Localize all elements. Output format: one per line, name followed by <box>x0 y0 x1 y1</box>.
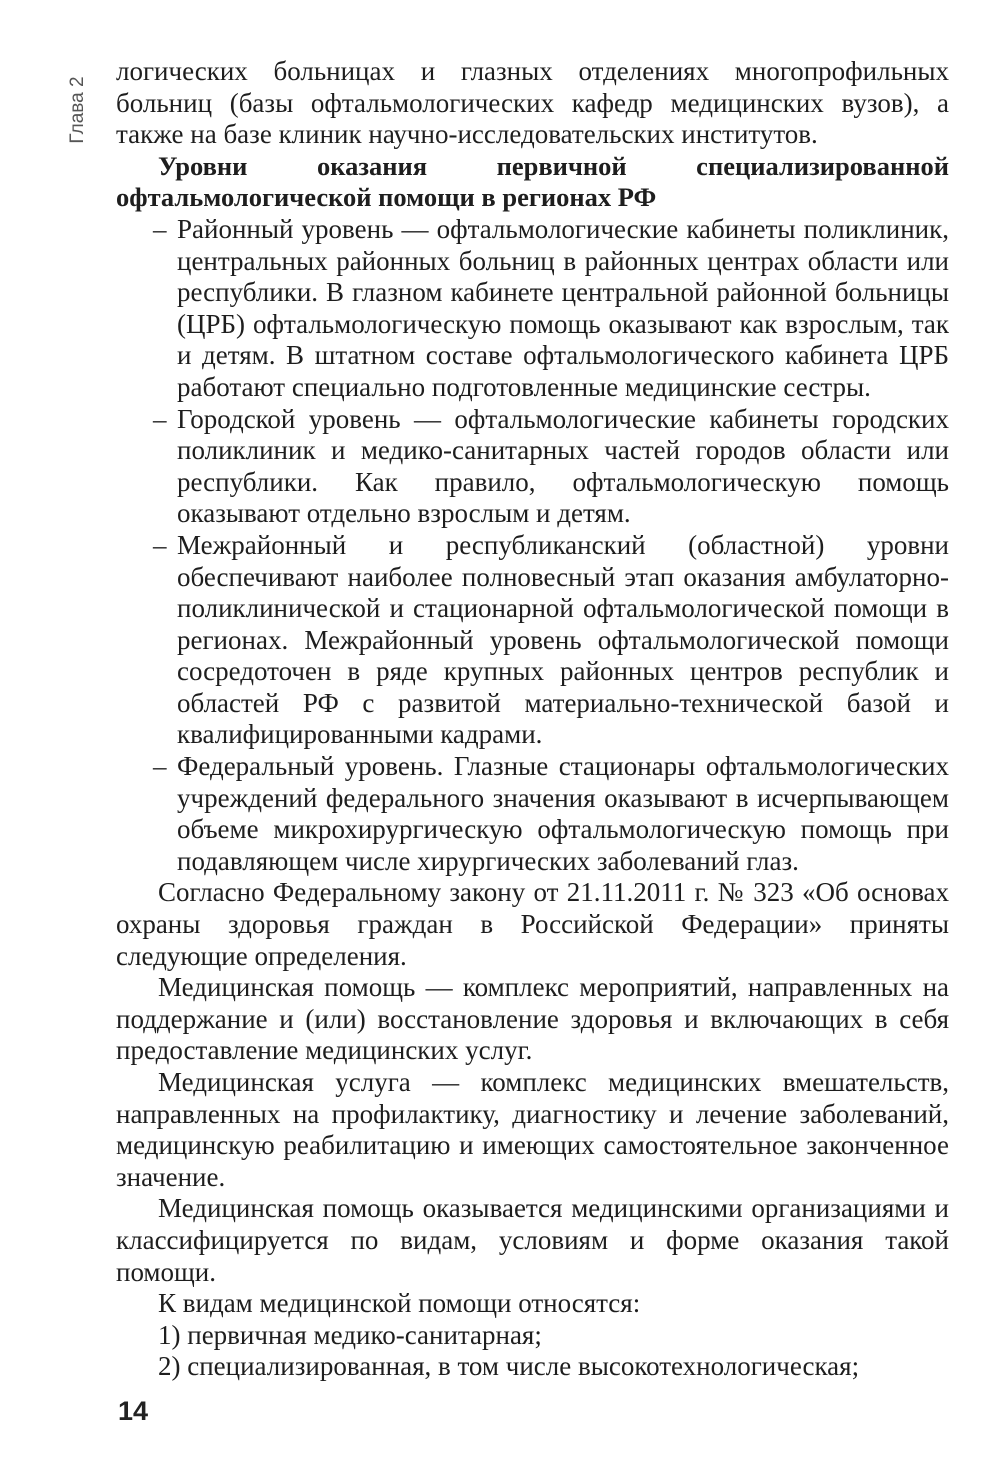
list-item <box>153 403 949 530</box>
care-types-list <box>116 1320 949 1383</box>
list-item <box>153 751 949 877</box>
chapter-running-header <box>62 64 94 156</box>
chapter-label: Глава 2 <box>67 76 88 144</box>
classification-paragraph: Медицинская помощь оказывается медицинскими организациями и классифицируется по видам, условиям и форме оказания такой помощи. <box>116 1193 949 1287</box>
dash-marker: – <box>153 403 167 434</box>
list-item <box>153 213 949 404</box>
level-text: Городской уровень — офтальмологические кабинеты городских поликлиник и медико-санитарных частей городов области или республики. Как правило, офтальмологическую помощь оказывают отдельно взрослым и детям. <box>177 403 949 529</box>
level-text: Федеральный уровень. Глазные стационары офтальмологических учреждений федерального значения оказывают в исчерпывающем объеме микрохирургическую офтальмологическую помощь при подавляющем числе хирургических заболеваний глаз. <box>177 751 949 876</box>
dash-marker: – <box>153 751 167 782</box>
list-item: 1) первичная медико-санитарная; <box>158 1319 542 1350</box>
dash-marker: – <box>153 213 167 244</box>
intro-paragraph: логических больницах и глазных отделениях многопрофильных больниц (базы офтальмологических кафедр медицинских вузов), а также на базе клиник научно-исследовательских институтов. <box>116 56 949 150</box>
definition-medical-service: Медицинская услуга — комплекс медицинских вмешательств, направленных на профилактику, диагностику и лечение заболеваний, медицинскую реабилитацию и имеющих самостоятельное законченное значение. <box>116 1067 949 1192</box>
care-levels-list <box>116 214 949 877</box>
list-item <box>153 529 949 751</box>
page-body <box>116 56 949 1383</box>
dash-marker: – <box>153 529 167 560</box>
care-types-intro: К видам медицинской помощи относятся: <box>158 1288 641 1319</box>
page-number: 14 <box>118 1396 149 1426</box>
level-text: Районный уровень — офтальмологические кабинеты поликлиник, центральных районных больниц в районных центрах области или республики. В глазном кабинете центральной районной больницы (ЦРБ) офтальмологическую помощь оказывают как взрослым, так и детям. В штатном составе офтальмологического кабинета ЦРБ работают специально подготовленные медицинские сестры. <box>177 213 949 402</box>
law-paragraph: Согласно Федеральному закону от 21.11.2011 г. № 323 «Об основах охраны здоровья граждан в Российской Федерации» приняты следующие определения. <box>116 877 949 971</box>
list-item: 2) специализированная, в том числе высокотехнологическая; <box>158 1351 860 1382</box>
section-heading: Уровни оказания первичной специализированной офтальмологической помощи в регионах РФ <box>116 150 949 213</box>
definition-medical-care: Медицинская помощь — комплекс мероприятий, направленных на поддержание и (или) восстановление здоровья и включающих в себя предоставление медицинских услуг. <box>116 972 949 1066</box>
level-text: Межрайонный и республиканский (областной) уровни обеспечивают наиболее полновесный этап оказания амбулаторно-поликлинической и стационарной офтальмологической помощи в регионах. Межрайонный уровень офтальмологической помощи сосредоточен в ряде крупных районных центров республик и областей РФ с развитой материально-технической базой и квалифицированными кадрами. <box>177 529 949 750</box>
